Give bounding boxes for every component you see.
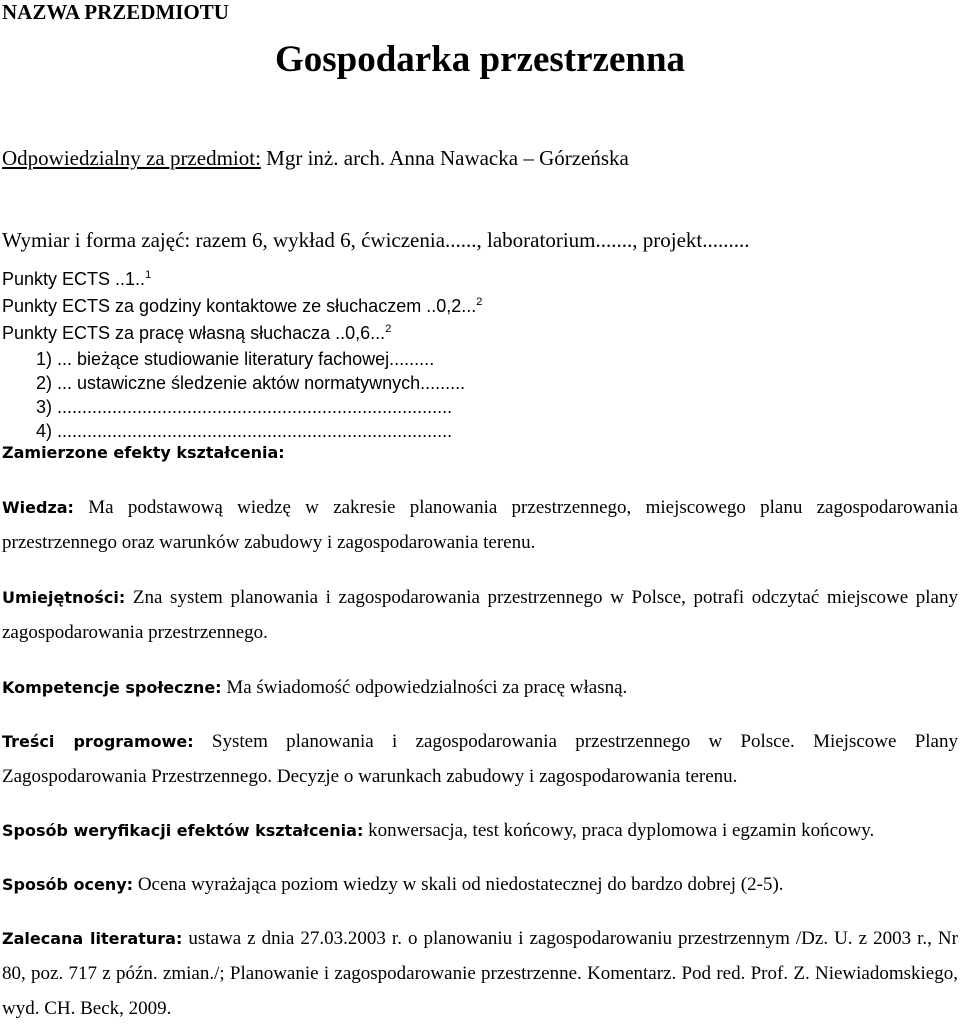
- tresci-text: System planowania i zagospodarowania przestrzennego w Polsce. Miejscowe Plany Zagospodarowania Przestrzennego. Decyzje o warunkach zabudowy i zagospodarowania terenu.: [2, 731, 958, 787]
- kompetencje-label: Kompetencje społeczne:: [2, 678, 222, 697]
- ects-contact-text: Punkty ECTS za godziny kontaktowe ze słuchaczem ..0,2...: [2, 296, 477, 316]
- ects-self: [2, 322, 391, 344]
- weryfikacja-label: Sposób weryfikacji efektów kształcenia:: [2, 821, 364, 840]
- ects-self-text: Punkty ECTS za pracę własną słuchacza ..0,6...: [2, 323, 386, 343]
- umiejetnosci-label: Umiejętności:: [2, 588, 126, 607]
- section-literatura: [2, 921, 958, 1026]
- hours-line: Wymiar i forma zajęć: razem 6, wykład 6, ćwiczenia......, laboratorium......., projekt.........: [2, 228, 750, 252]
- section-umiejetnosci: [2, 580, 958, 650]
- responsible-value: Mgr inż. arch. Anna Nawacka – Górzeńska: [260, 146, 629, 170]
- section-weryfikacja: [2, 813, 958, 848]
- document-header-label: NAZWA PRZEDMIOTU: [2, 0, 229, 24]
- literatura-label: Zalecana literatura:: [2, 929, 183, 948]
- ects-item-1: 1) ... bieżące studiowanie literatury fachowej.........: [36, 349, 435, 369]
- responsible-label: Odpowiedzialny za przedmiot:: [2, 146, 261, 170]
- section-ocena: [2, 867, 958, 902]
- footnote-2: 2: [476, 296, 483, 308]
- wiedza-text: Ma podstawową wiedzę w zakresie planowania przestrzennego, miejscowego planu zagospodarowania przestrzennego oraz warunków zabudowy i zagospodarowania terenu.: [2, 497, 958, 553]
- section-tresci: [2, 724, 958, 794]
- footnote-1: 1: [145, 269, 152, 281]
- ects-contact: [2, 295, 482, 317]
- section-wiedza: [2, 490, 958, 560]
- ocena-label: Sposób oceny:: [2, 875, 134, 894]
- umiejetnosci-text: Zna system planowania i zagospodarowania przestrzennego w Polsce, potrafi odczytać miejscowe plany zagospodarowania przestrzennego.: [2, 587, 958, 643]
- literatura-text: ustawa z dnia 27.03.2003 r. o planowaniu i zagospodarowaniu przestrzennym /Dz. U. z 2003 r., Nr 80, poz. 717 z późn. zmian./; Planowanie i zagospodarowanie przestrzenne. Komentarz. Pod red. Prof. Z. Niewiadomskiego, wyd. CH. Beck, 2009.: [2, 928, 958, 1019]
- tresci-label: Treści programowe:: [2, 732, 194, 751]
- wiedza-label: Wiedza:: [2, 498, 74, 517]
- outcomes-heading: Zamierzone efekty kształcenia:: [2, 443, 285, 462]
- kompetencje-text: Ma świadomość odpowiedzialności za pracę własną.: [221, 677, 628, 698]
- ects-item-4: 4) ...............................................................................: [36, 421, 453, 441]
- responsible-line: [2, 146, 629, 170]
- section-kompetencje: [2, 670, 958, 705]
- ects-item-2: 2) ... ustawiczne śledzenie aktów normatywnych.........: [36, 373, 466, 393]
- ocena-text: Ocena wyrażająca poziom wiedzy w skali od niedostatecznej do bardzo dobrej (2-5).: [133, 874, 784, 895]
- weryfikacja-text: konwersacja, test końcowy, praca dyplomowa i egzamin końcowy.: [363, 820, 875, 841]
- ects-total-text: Punkty ECTS ..1..: [2, 269, 146, 289]
- course-title: Gospodarka przestrzenna: [274, 39, 686, 80]
- footnote-2b: 2: [385, 323, 392, 335]
- ects-total: [2, 268, 151, 290]
- ects-item-3: 3) ...............................................................................: [36, 397, 453, 417]
